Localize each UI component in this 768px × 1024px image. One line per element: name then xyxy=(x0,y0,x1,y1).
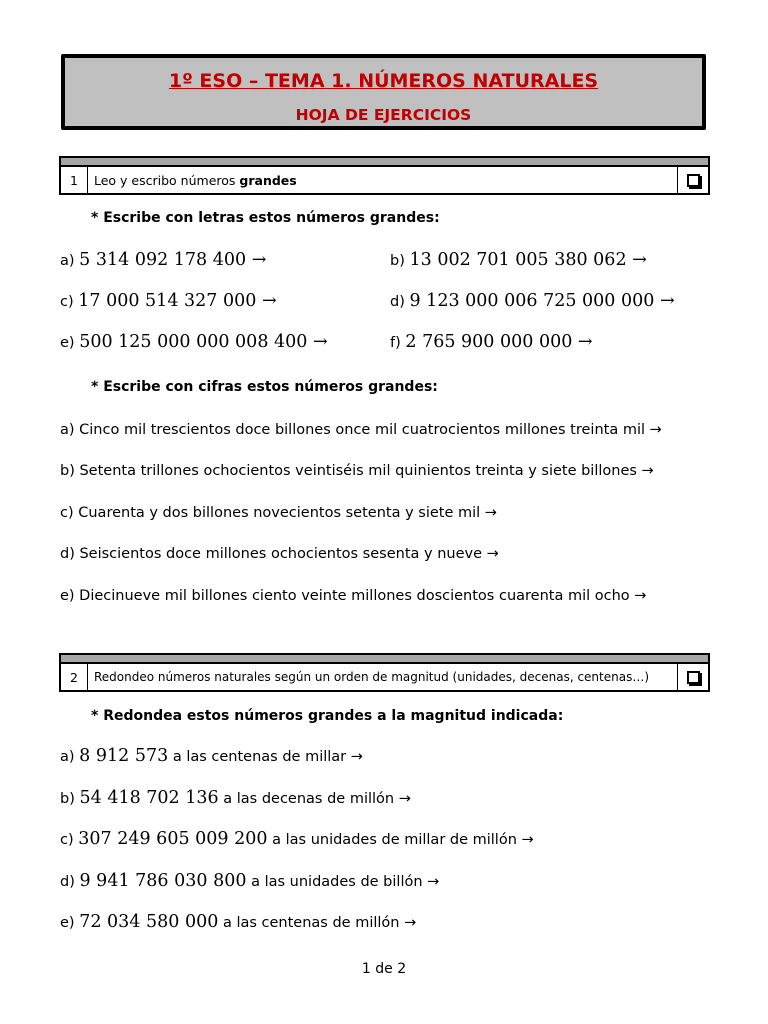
letters-item-d xyxy=(390,291,675,311)
section-1-header xyxy=(59,156,710,195)
item-number: 9 123 000 006 725 000 000 → xyxy=(409,291,675,311)
item-number: 2 765 900 000 000 → xyxy=(405,332,593,352)
rounding-item-d xyxy=(60,871,439,891)
item-label: e) xyxy=(60,915,75,931)
item-number: 72 034 580 000 xyxy=(79,912,219,932)
section-1-title-bold: grandes xyxy=(239,172,297,188)
item-number: 307 249 605 009 200 xyxy=(78,829,268,849)
section-2-number: 2 xyxy=(61,664,88,690)
page-number: 1 de 2 xyxy=(361,961,407,977)
rounding-item-b xyxy=(60,788,411,808)
item-label: a) xyxy=(60,253,75,269)
item-number: 8 912 573 xyxy=(79,746,169,766)
item-label: d) xyxy=(390,294,405,310)
item-label: d) xyxy=(60,874,75,890)
item-text: a las decenas de millón → xyxy=(218,791,411,807)
section-1-number: 1 xyxy=(61,167,88,193)
section-2-checkbox-cell xyxy=(677,664,708,690)
item-text: a las unidades de billón → xyxy=(246,874,440,890)
title-box xyxy=(61,54,706,130)
item-label: c) xyxy=(60,294,74,310)
item-number: 500 125 000 000 008 400 → xyxy=(79,332,328,352)
item-text: a las unidades de millar de millón → xyxy=(267,832,534,848)
item-label: b) xyxy=(60,791,75,807)
instruction-letters: * Escribe con letras estos números grandes: xyxy=(91,210,440,226)
instruction-figures: * Escribe con cifras estos números grandes: xyxy=(91,379,438,395)
section-1-row xyxy=(59,165,710,195)
item-number: 17 000 514 327 000 → xyxy=(78,291,277,311)
letters-item-f xyxy=(390,332,593,352)
section-2-bar xyxy=(59,653,710,662)
page-subtitle: HOJA DE EJERCICIOS xyxy=(295,106,472,124)
section-1-checkbox-cell xyxy=(677,167,708,193)
section-1-title-prefix: Leo y escribo números xyxy=(94,172,240,188)
item-label: b) xyxy=(390,253,405,269)
item-number: 5 314 092 178 400 → xyxy=(79,250,267,270)
letters-item-c xyxy=(60,291,277,311)
item-text: a las centenas de millar → xyxy=(168,749,363,765)
item-text: a las centenas de millón → xyxy=(218,915,417,931)
checkbox-icon[interactable] xyxy=(687,671,700,684)
item-number: 9 941 786 030 800 xyxy=(79,871,247,891)
section-1-title xyxy=(88,173,677,188)
item-label: f) xyxy=(390,335,401,351)
figures-item-d: d) Seiscientos doce millones ochocientos sesenta y nueve → xyxy=(60,546,499,562)
section-1-bar xyxy=(59,156,710,165)
rounding-item-c xyxy=(60,829,534,849)
rounding-item-a xyxy=(60,746,363,766)
rounding-item-e xyxy=(60,912,416,932)
page-title: 1º ESO – TEMA 1. NÚMEROS NATURALES xyxy=(168,70,599,92)
item-label: e) xyxy=(60,335,75,351)
item-number: 13 002 701 005 380 062 → xyxy=(409,250,647,270)
section-2-row xyxy=(59,662,710,692)
instruction-rounding: * Redondea estos números grandes a la magnitud indicada: xyxy=(91,708,564,724)
section-2-header xyxy=(59,653,710,692)
letters-item-a xyxy=(60,250,266,270)
checkbox-icon[interactable] xyxy=(687,174,700,187)
item-label: c) xyxy=(60,832,74,848)
item-number: 54 418 702 136 xyxy=(79,788,219,808)
figures-item-a: a) Cinco mil trescientos doce billones once mil cuatrocientos millones treinta mil → xyxy=(60,422,662,438)
letters-item-e xyxy=(60,332,328,352)
figures-item-e: e) Diecinueve mil billones ciento veinte millones doscientos cuarenta mil ocho → xyxy=(60,588,647,604)
figures-item-b: b) Setenta trillones ochocientos veintiséis mil quinientos treinta y siete billones → xyxy=(60,463,654,479)
item-label: a) xyxy=(60,749,75,765)
figures-item-c: c) Cuarenta y dos billones novecientos setenta y siete mil → xyxy=(60,505,497,521)
section-2-title: Redondeo números naturales según un orden de magnitud (unidades, decenas, centenas…) xyxy=(94,670,650,684)
letters-item-b xyxy=(390,250,647,270)
